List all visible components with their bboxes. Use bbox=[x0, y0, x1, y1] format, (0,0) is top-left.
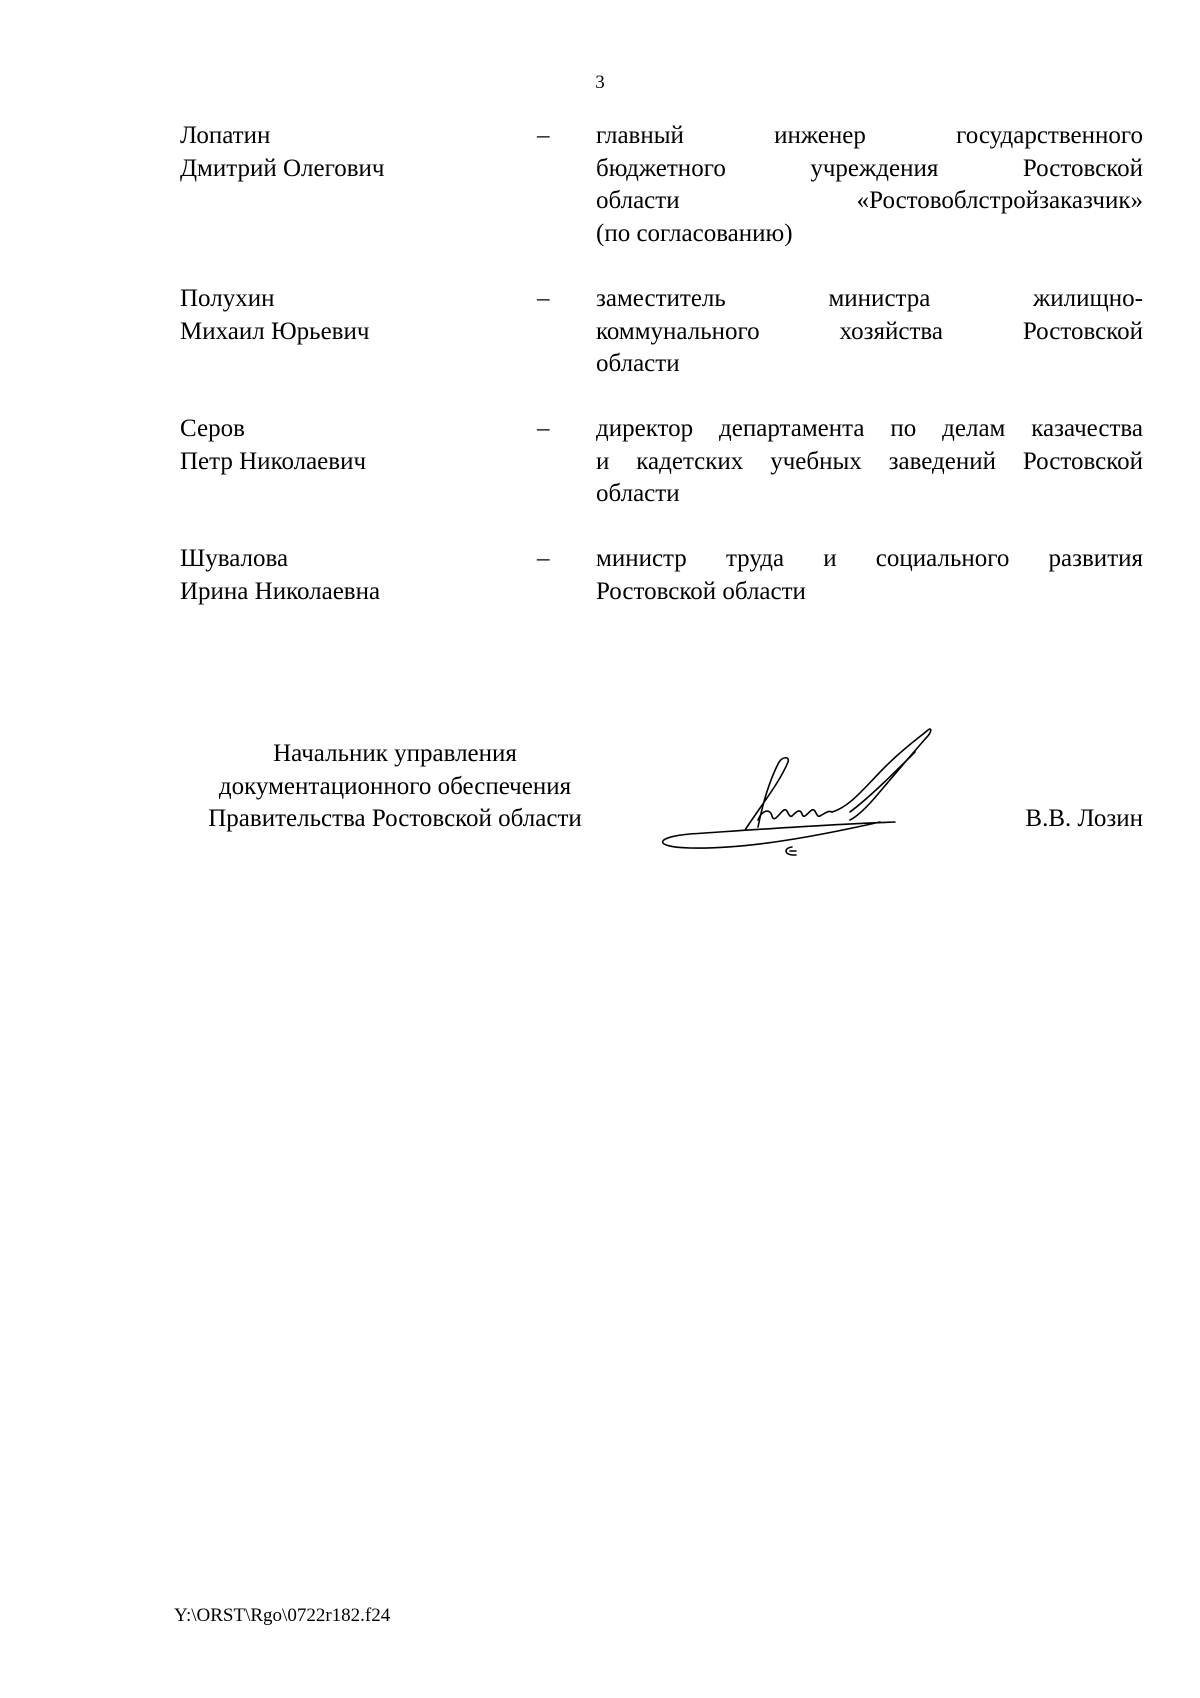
position-line: главный инженер государственного bbox=[596, 122, 1143, 149]
member-position bbox=[596, 120, 1143, 250]
position-line: бюджетного учреждения Ростовской bbox=[596, 154, 1143, 182]
member-surname: Шувалова bbox=[180, 545, 289, 572]
member-dash: – bbox=[537, 415, 550, 442]
signer-title-line: документационного обеспечения bbox=[218, 772, 572, 800]
signer-title-line: Начальник управления bbox=[273, 740, 517, 767]
signature-block bbox=[0, 738, 1200, 858]
member-dash: – bbox=[537, 285, 550, 312]
position-line: и кадетских учебных заведений Ростовской bbox=[596, 447, 1143, 475]
position-line: директор департамента по делам казачества bbox=[596, 415, 1143, 442]
position-line: коммунального хозяйства Ростовской bbox=[596, 317, 1143, 345]
signer-name: В.В. Лозин bbox=[1025, 805, 1143, 832]
position-line: (по согласованию) bbox=[596, 219, 793, 247]
member-dash: – bbox=[537, 545, 550, 572]
member-surname: Лопатин bbox=[180, 122, 271, 149]
member-given-names: Петр Николаевич bbox=[180, 447, 367, 475]
signer-title bbox=[160, 738, 630, 836]
member-position bbox=[596, 413, 1143, 511]
member-given-names: Ирина Николаевна bbox=[180, 577, 381, 605]
member-name bbox=[180, 283, 510, 348]
member-position bbox=[596, 283, 1143, 381]
position-line: Ростовской области bbox=[596, 577, 806, 605]
file-path: Y:\ORST\Rgo\0722r182.f24 bbox=[174, 1605, 391, 1626]
position-line: заместитель министра жилищно- bbox=[596, 285, 1143, 312]
member-surname: Серов bbox=[180, 415, 245, 442]
member-given-names: Дмитрий Олегович bbox=[180, 154, 385, 182]
member-name bbox=[180, 543, 510, 608]
member-dash: – bbox=[537, 122, 550, 149]
position-line: области bbox=[596, 480, 680, 507]
member-name bbox=[180, 413, 510, 478]
position-line: министр труда и социального развития bbox=[596, 545, 1143, 572]
member-name bbox=[180, 120, 510, 185]
member-position bbox=[596, 543, 1143, 608]
position-line: области bbox=[596, 350, 680, 377]
member-surname: Полухин bbox=[180, 285, 275, 312]
signer-title-line: Правительства Ростовской области bbox=[208, 805, 582, 832]
page-number: 3 bbox=[595, 72, 605, 93]
handwritten-signature bbox=[650, 712, 990, 862]
position-line: области «Ростовоблстройзаказчик» bbox=[596, 187, 1143, 214]
member-given-names: Михаил Юрьевич bbox=[180, 317, 370, 345]
